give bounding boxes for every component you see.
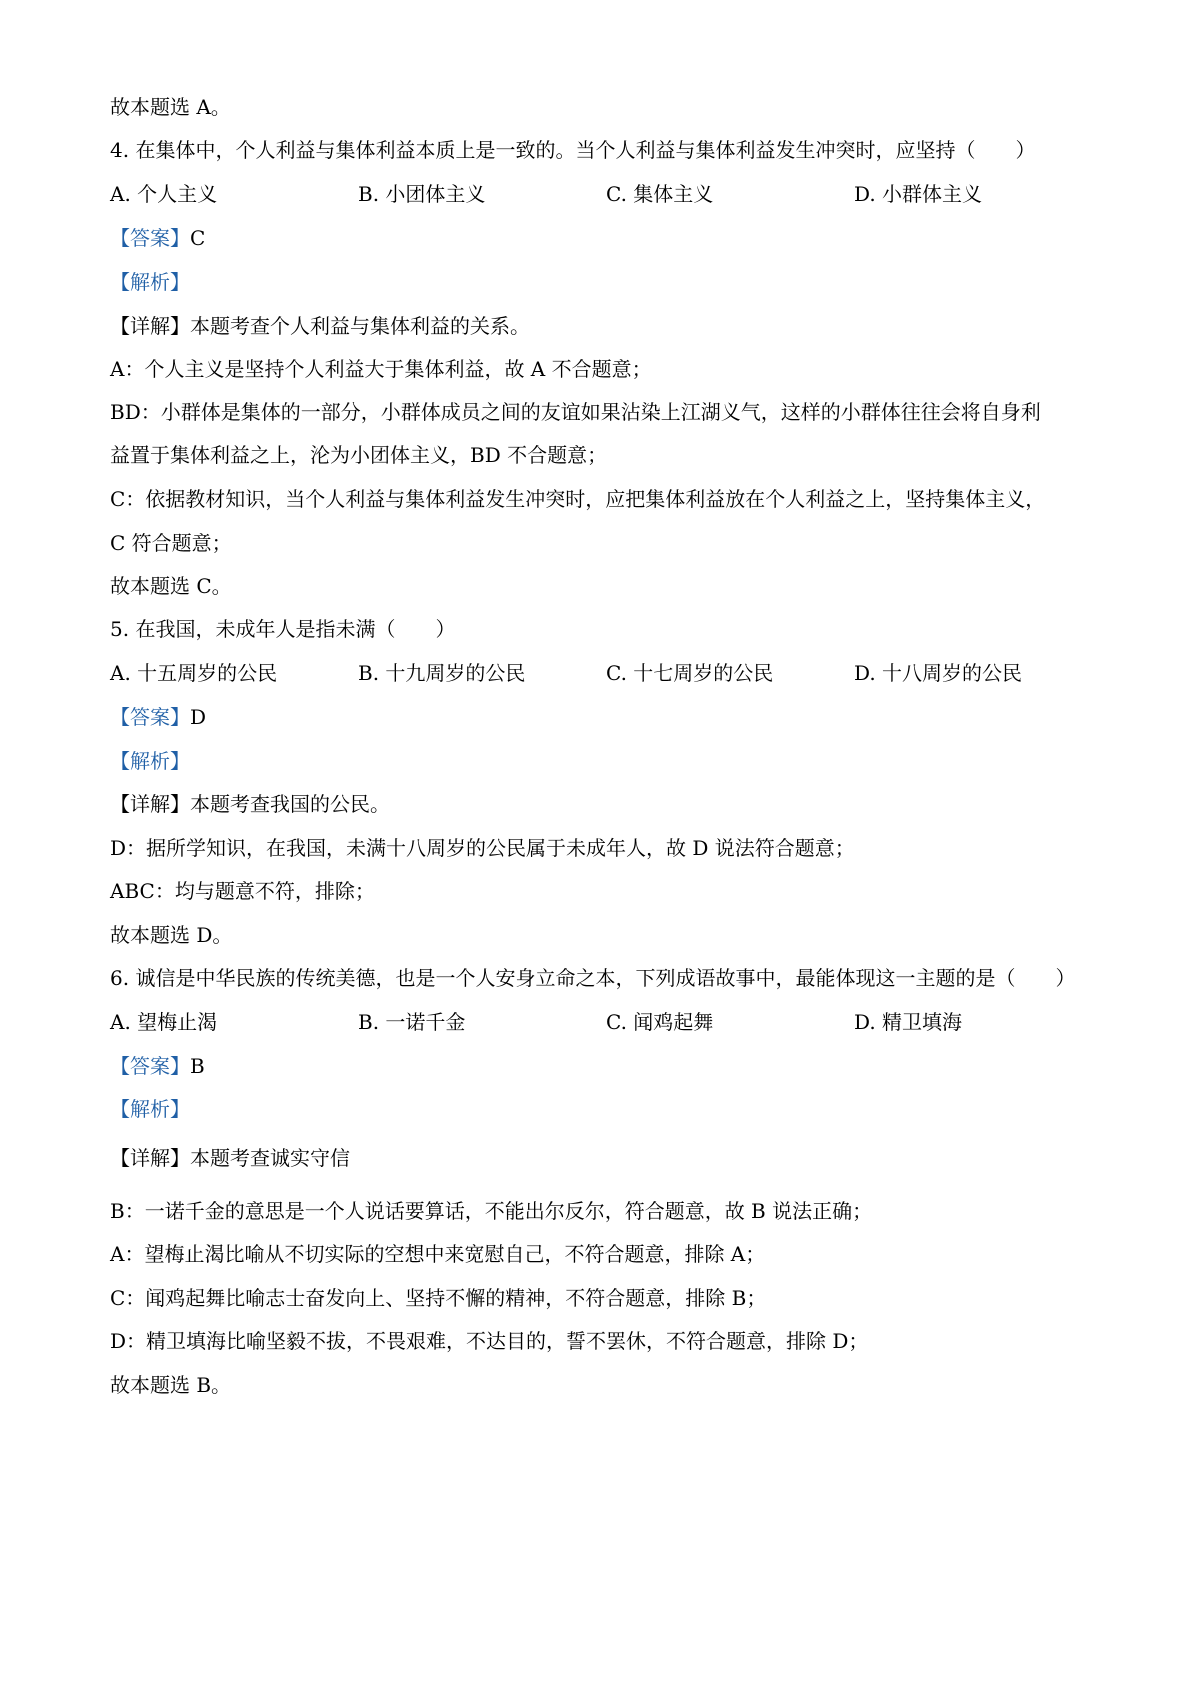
q5-analysis-tag: 【解析】 <box>110 749 190 773</box>
q4-stem: 4. 在集体中，个人利益与集体利益本质上是一致的。当个人利益与集体利益发生冲突时，应坚持（ ） <box>110 138 1036 162</box>
answer-value: B <box>190 1054 205 1078</box>
q5-option-d: D. 十八周岁的公民 <box>854 661 1023 685</box>
q4-explanation-bd-1: BD：小群体是集体的一部分，小群体成员之间的友谊如果沾染上江湖义气，这样的小群体往往会将自身利 <box>110 400 1041 424</box>
answer-tag: 【答案】 <box>110 226 190 250</box>
q6-answer <box>110 1052 205 1080</box>
q6-option-a: A. 望梅止渴 <box>110 1010 218 1034</box>
q4-option-b: B. 小团体主义 <box>358 182 486 206</box>
q5-explanation-abc: ABC：均与题意不符，排除； <box>110 879 375 903</box>
answer-value: C <box>190 226 206 250</box>
q4-option-c: C. 集体主义 <box>606 182 714 206</box>
q4-answer <box>110 224 205 252</box>
q6-option-b: B. 一诺千金 <box>358 1010 466 1034</box>
q4-option-d: D. 小群体主义 <box>854 182 983 206</box>
q6-option-c: C. 闻鸡起舞 <box>606 1010 714 1034</box>
q6-explanation-a: A：望梅止渴比喻从不切实际的空想中来宽慰自己，不符合题意，排除 A； <box>110 1242 766 1266</box>
q5-option-a: A. 十五周岁的公民 <box>110 661 278 685</box>
q6-detail: 【详解】本题考查诚实守信 <box>110 1146 350 1170</box>
q6-explanation-c: C：闻鸡起舞比喻志士奋发向上、坚持不懈的精神，不符合题意，排除 B； <box>110 1286 767 1310</box>
q5-conclusion: 故本题选 D。 <box>110 923 233 947</box>
q6-stem: 6. 诚信是中华民族的传统美德，也是一个人安身立命之本，下列成语故事中，最能体现这一主题的是（ ） <box>110 966 1076 990</box>
q5-option-c: C. 十七周岁的公民 <box>606 661 774 685</box>
q4-explanation-c-1: C：依据教材知识，当个人利益与集体利益发生冲突时，应把集体利益放在个人利益之上，坚持集体主义， <box>110 487 1046 511</box>
q4-conclusion: 故本题选 C。 <box>110 574 232 598</box>
q4-explanation-a: A：个人主义是坚持个人利益大于集体利益，故 A 不合题意； <box>110 357 652 381</box>
q5-stem: 5. 在我国，未成年人是指未满（ ） <box>110 617 456 641</box>
q4-detail: 【详解】本题考查个人利益与集体利益的关系。 <box>110 314 530 338</box>
q6-conclusion: 故本题选 B。 <box>110 1373 232 1397</box>
q4-analysis-tag: 【解析】 <box>110 270 190 294</box>
q5-answer <box>110 703 206 731</box>
q6-analysis-tag: 【解析】 <box>110 1097 190 1121</box>
q4-option-a: A. 个人主义 <box>110 182 218 206</box>
q4-explanation-bd-2: 益置于集体利益之上，沦为小团体主义，BD 不合题意； <box>110 443 608 467</box>
answer-tag: 【答案】 <box>110 1054 190 1078</box>
q4-explanation-c-2: C 符合题意； <box>110 531 232 555</box>
answer-tag: 【答案】 <box>110 705 190 729</box>
q5-detail: 【详解】本题考查我国的公民。 <box>110 792 390 816</box>
q6-explanation-d: D：精卫填海比喻坚毅不拔，不畏艰难，不达目的，誓不罢休，不符合题意，排除 D； <box>110 1329 869 1353</box>
q6-option-d: D. 精卫填海 <box>854 1010 963 1034</box>
q5-option-b: B. 十九周岁的公民 <box>358 661 526 685</box>
q6-explanation-b: B：一诺千金的意思是一个人说话要算话，不能出尔反尔，符合题意，故 B 说法正确； <box>110 1199 873 1223</box>
answer-value: D <box>190 705 207 729</box>
q5-explanation-d: D：据所学知识，在我国，未满十八周岁的公民属于未成年人，故 D 说法符合题意； <box>110 836 855 860</box>
prev-conclusion: 故本题选 A。 <box>110 95 231 119</box>
